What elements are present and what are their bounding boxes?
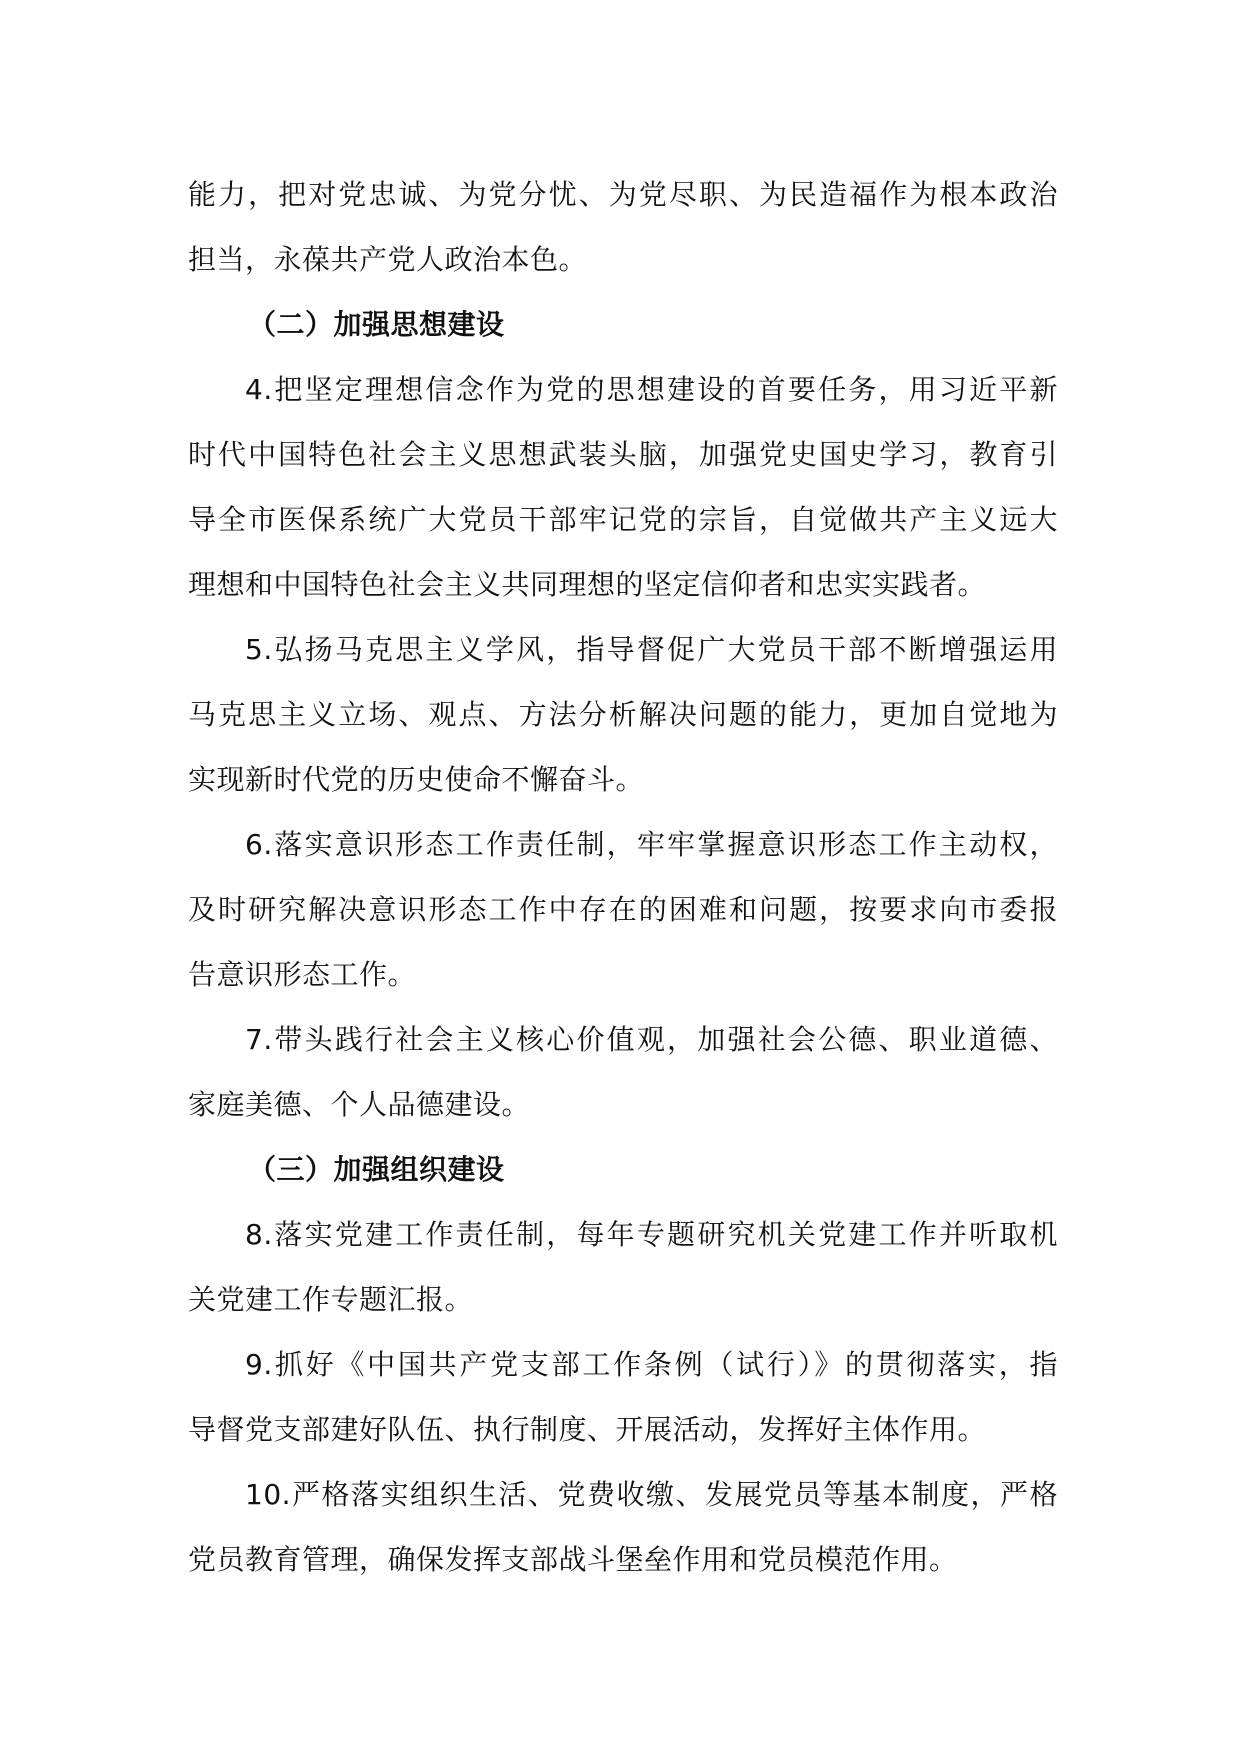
paragraph-line: 能力，把对党忠诚、为党分忧、为党尽职、为民造福作为根本政治 — [188, 178, 1058, 211]
paragraph-line: 家庭美德、个人品德建设。 — [188, 1088, 531, 1121]
paragraph-first-line: 6.落实意识形态工作责任制，牢牢掌握意识形态工作主动权， — [245, 828, 1058, 861]
paragraph-first-line: 5.弘扬马克思主义学风，指导督促广大党员干部不断增强运用 — [245, 633, 1058, 666]
paragraph-first-line: 8.落实党建工作责任制，每年专题研究机关党建工作并听取机 — [245, 1218, 1058, 1251]
paragraph-line: 告意识形态工作。 — [188, 958, 417, 991]
section-heading: （二）加强思想建设 — [248, 308, 505, 341]
paragraph-line: 党员教育管理，确保发挥支部战斗堡垒作用和党员模范作用。 — [188, 1543, 958, 1576]
paragraph-line: 理想和中国特色社会主义共同理想的坚定信仰者和忠实实践者。 — [188, 568, 987, 601]
paragraph-first-line: 7.带头践行社会主义核心价值观，加强社会公德、职业道德、 — [245, 1023, 1058, 1056]
paragraph-line: 导全市医保系统广大党员干部牢记党的宗旨，自觉做共产主义远大 — [188, 503, 1058, 536]
section-heading: （三）加强组织建设 — [248, 1153, 505, 1186]
paragraph-line: 马克思主义立场、观点、方法分析解决问题的能力，更加自觉地为 — [188, 698, 1058, 731]
paragraph-line: 实现新时代党的历史使命不懈奋斗。 — [188, 763, 645, 796]
paragraph-first-line: 9.抓好《中国共产党支部工作条例（试行）》的贯彻落实，指 — [245, 1348, 1058, 1381]
document-page — [188, 162, 1058, 1592]
paragraph-line: 关党建工作专题汇报。 — [188, 1283, 474, 1316]
paragraph-first-line: 4.把坚定理想信念作为党的思想建设的首要任务，用习近平新 — [245, 373, 1058, 406]
paragraph-first-line: 10.严格落实组织生活、党费收缴、发展党员等基本制度，严格 — [245, 1478, 1058, 1511]
paragraph-line: 担当，永葆共产党人政治本色。 — [188, 243, 588, 276]
paragraph-line: 及时研究解决意识形态工作中存在的困难和问题，按要求向市委报 — [188, 893, 1058, 926]
paragraph-line: 导督党支部建好队伍、执行制度、开展活动，发挥好主体作用。 — [188, 1413, 987, 1446]
paragraph-line: 时代中国特色社会主义思想武装头脑，加强党史国史学习，教育引 — [188, 438, 1058, 471]
